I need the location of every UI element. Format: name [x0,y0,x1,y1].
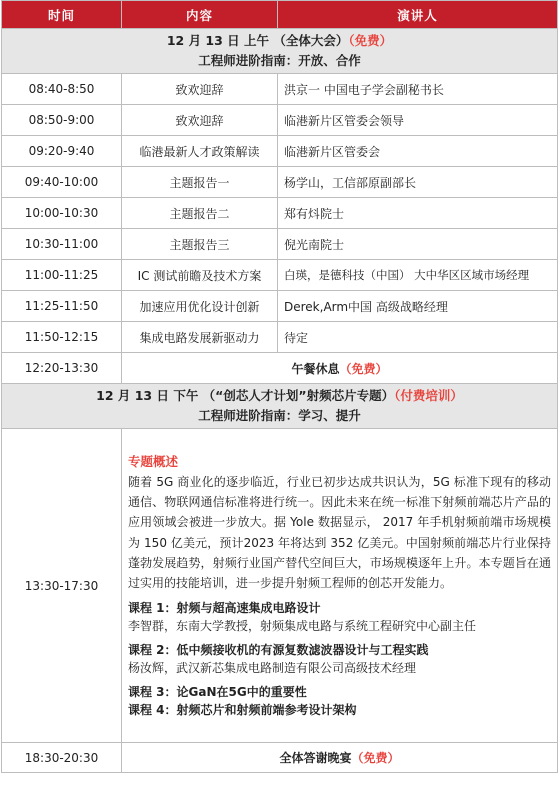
row-speaker: 洪京一 中国电子学会副秘书长 [278,74,558,105]
row-time: 09:40-10:00 [2,167,122,198]
lunch-label: 午餐休息 [291,361,340,376]
row-time: 09:20-9:40 [2,136,122,167]
table-row [2,291,558,322]
training-time: 13:30-17:30 [2,429,122,743]
row-speaker: Derek,Arm中国 高级战略经理 [278,291,558,322]
course-2-lecturer: 杨汝辉，武汉新芯集成电路制造有限公司高级技术经理 [128,661,417,676]
course-4-title: 课程 4：射频芯片和射频前端参考设计架构 [128,703,357,718]
dinner-time: 18:30-20:30 [2,743,122,773]
table-row [2,74,558,105]
dinner-label: 全体答谢晚宴 [279,751,352,765]
row-topic: 主题报告三 [122,229,278,260]
row-topic: 集成电路发展新驱动力 [122,322,278,353]
table-row [2,229,558,260]
row-time: 10:00-10:30 [2,198,122,229]
dinner-row [2,743,558,773]
course-3-title: 课程 3：论GaN在5G中的重要性 [128,685,307,700]
row-topic: 致欢迎辞 [122,105,278,136]
session-afternoon-date: 12 月 13 日 下午 （“创芯人才计划”射频芯片专题） [96,388,395,403]
row-topic: 主题报告二 [122,198,278,229]
row-time: 11:00-11:25 [2,260,122,291]
lunch-label-cell [122,353,558,384]
paid-tag: （付费培训） [394,388,463,403]
session-afternoon-banner [2,384,558,429]
row-time: 08:50-9:00 [2,105,122,136]
agenda-table [1,0,558,773]
course-1-lecturer: 李智群，东南大学教授，射频集成电路与系统工程研究中心副主任 [128,619,477,634]
row-speaker: 临港新片区管委会 [278,136,558,167]
header-speaker: 演讲人 [278,1,558,29]
row-speaker: 待定 [278,322,558,353]
session-afternoon-subtitle: 工程师进阶指南：学习、提升 [198,408,361,423]
row-speaker: 倪光南院士 [278,229,558,260]
header-content: 内容 [122,1,278,29]
table-row [2,322,558,353]
session-morning-title [6,31,553,51]
session-morning-subtitle: 工程师进阶指南：开放、合作 [198,53,361,68]
row-topic: 加速应用优化设计创新 [122,291,278,322]
free-tag: （免费） [351,751,400,765]
header-row [2,1,558,29]
session-morning-banner [2,29,558,74]
dinner-label-cell [122,743,558,773]
row-speaker: 杨学山，工信部原副部长 [278,167,558,198]
free-tag: （免费） [348,33,393,48]
overview-paragraph: 随着 5G 商业化的逐步临近，行业已初步达成共识认为，5G 标准下现有的移动通信、物联网通信标准将进行统一。因此未来在统一标准下射频前端芯片产品的应用领域会被进一步放大。据 Yole 数据显示， 2017 年手机射频前端市场规模为 150 亿美元，预计2023 年将达到 352 亿美元。中国射频前端芯片行业保持蓬勃发展趋势，射频行业国产替代空间巨大，市场规模逐年上升。本专题旨在通过实用的技能培训，进一步提升射频工程师的创芯开发能力。 [128,474,551,591]
row-topic: IC 测试前瞻及技术方案 [122,260,278,291]
table-row [2,167,558,198]
row-topic: 临港最新人才政策解读 [122,136,278,167]
row-topic: 主题报告一 [122,167,278,198]
overview-title: 专题概述 [128,453,179,469]
row-time: 10:30-11:00 [2,229,122,260]
lunch-row [2,353,558,384]
lunch-time: 12:20-13:30 [2,353,122,384]
row-speaker: 白瑛，是德科技（中国） 大中华区区域市场经理 [278,260,558,291]
table-row [2,136,558,167]
header-time: 时间 [2,1,122,29]
free-tag: （免费） [339,361,388,376]
table-row [2,198,558,229]
row-time: 08:40-8:50 [2,74,122,105]
row-speaker: 郑有炓院士 [278,198,558,229]
course-1-title: 课程 1：射频与超高速集成电路设计 [128,601,321,616]
session-morning-date: 12 月 13 日 上午 （全体大会） [166,33,349,48]
course-2-title: 课程 2：低中频接收机的有源复数滤波器设计与工程实践 [128,643,429,658]
row-time: 11:25-11:50 [2,291,122,322]
table-row [2,260,558,291]
session-afternoon-title [6,386,553,406]
row-topic: 致欢迎辞 [122,74,278,105]
training-row [2,429,558,743]
row-speaker: 临港新片区管委会领导 [278,105,558,136]
training-content [122,429,558,743]
row-time: 11:50-12:15 [2,322,122,353]
table-row [2,105,558,136]
